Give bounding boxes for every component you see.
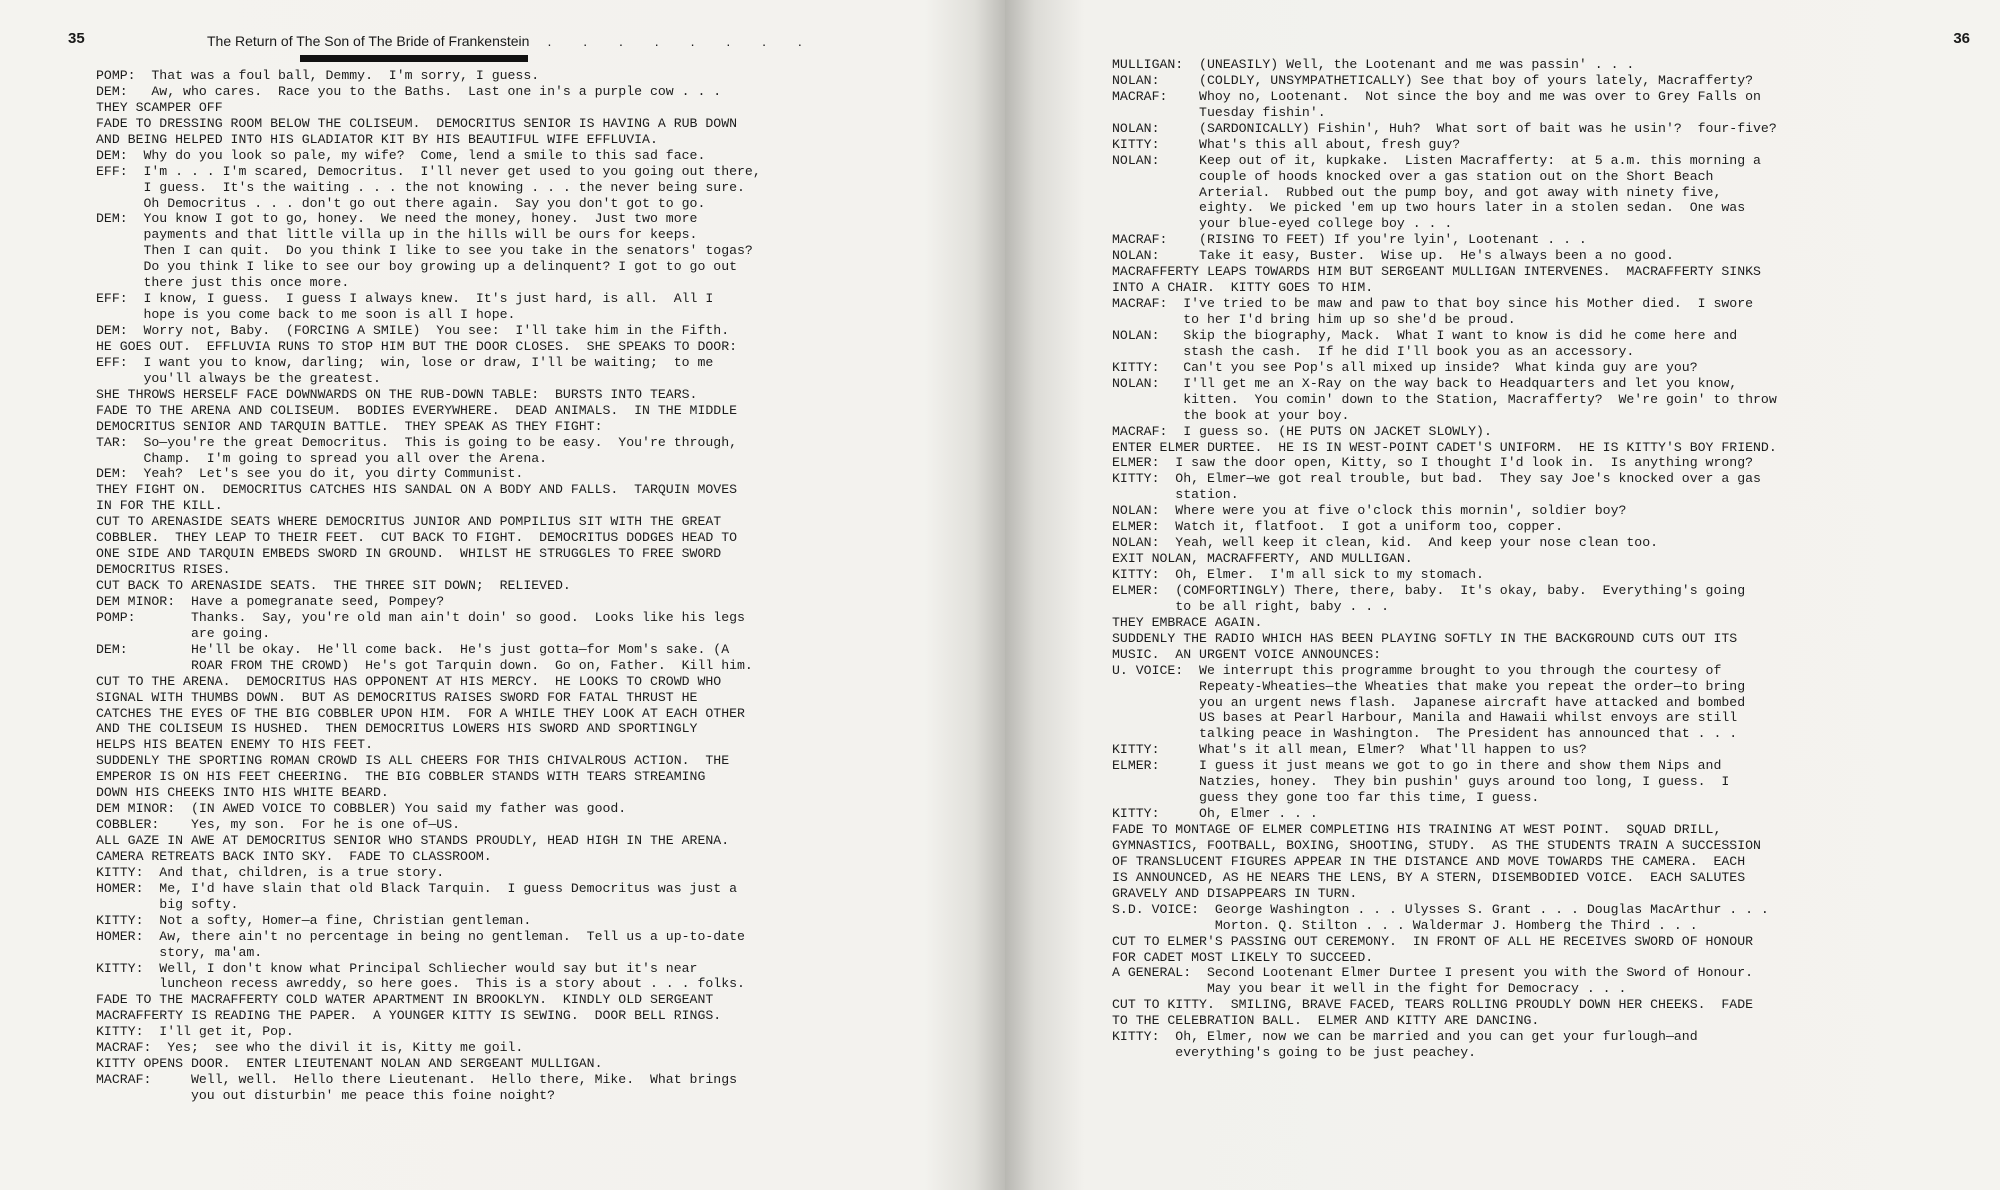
script-line: POMP: Thanks. Say, you're old man ain't doin' so good. Looks like his legs [96, 609, 745, 625]
script-line: IN FOR THE KILL. [96, 498, 223, 514]
script-line: Natzies, honey. They bin pushin' guys around too long, I guess. I [1112, 774, 1730, 790]
script-line: DEM: He'll be okay. He'll come back. He's just gotta—for Mom's sake. (A [96, 641, 730, 657]
script-line: KITTY: Oh, Elmer—we got real trouble, but bad. They say Joe's knocked over a gas [1112, 471, 1761, 487]
script-line: CUT TO ELMER'S PASSING OUT CEREMONY. IN FRONT OF ALL HE RECEIVES SWORD OF HONOUR [1112, 933, 1754, 949]
script-line: SUDDENLY THE SPORTING ROMAN CROWD IS ALL CHEERS FOR THIS CHIVALROUS ACTION. THE [96, 753, 730, 769]
script-line: you'll always be the greatest. [96, 370, 381, 386]
script-line: CUT TO ARENASIDE SEATS WHERE DEMOCRITUS JUNIOR AND POMPILIUS SIT WITH THE GREAT [96, 514, 722, 530]
script-line: KITTY: Oh, Elmer. I'm all sick to my stomach. [1112, 567, 1484, 582]
script-line: stash the cash. If he did I'll book you as an accessory. [1112, 343, 1635, 359]
script-line: COBBLER. THEY LEAP TO THEIR FEET. CUT BACK TO FIGHT. DEMOCRITUS DODGES HEAD TO [96, 530, 738, 546]
script-line: DEM MINOR: Have a pomegranate seed, Pompey? [96, 593, 445, 609]
script-line: your blue-eyed college boy . . . [1112, 216, 1453, 232]
script-line: KITTY: I'll get it, Pop. [96, 1024, 294, 1040]
script-line: COBBLER: Yes, my son. For he is one of—US. [96, 817, 461, 833]
script-line: are going. [96, 625, 271, 641]
script-line: MACRAF: I've tried to be maw and paw to that boy since his Mother died. I swore [1112, 296, 1754, 312]
script-line: NOLAN: (SARDONICALLY) Fishin', Huh? What sort of bait was he usin'? four-five? [1112, 120, 1777, 136]
script-line: you an urgent news flash. Japanese aircraft have attacked and bombed [1112, 694, 1746, 710]
script-line: AND THE COLISEUM IS HUSHED. THEN DEMOCRITUS LOWERS HIS SWORD AND SPORTINGLY [96, 721, 698, 737]
script-line: MUSIC. AN URGENT VOICE ANNOUNCES: [1112, 646, 1382, 662]
script-line: POMP: That was a foul ball, Demmy. I'm sorry, I guess. [96, 68, 540, 83]
script-line: MACRAFFERTY IS READING THE PAPER. A YOUNGER KITTY IS SEWING. DOOR BELL RINGS. [96, 1008, 722, 1024]
script-line: KITTY: Oh, Elmer, now we can be married and you can get your furlough—and [1112, 1029, 1698, 1045]
script-line: NOLAN: I'll get me an X-Ray on the way back to Headquarters and let you know, [1112, 375, 1738, 391]
script-line: FADE TO MONTAGE OF ELMER COMPLETING HIS TRAINING AT WEST POINT. SQUAD DRILL, [1112, 822, 1722, 837]
script-line: A GENERAL: Second Lootenant Elmer Durtee I present you with the Sword of Honour. [1112, 965, 1754, 981]
script-line: DEM: You know I got to go, honey. We need the money, honey. Just two more [96, 211, 698, 227]
script-line: DEMOCRITUS SENIOR AND TARQUIN BATTLE. THEY SPEAK AS THEY FIGHT: [96, 418, 603, 434]
script-line: EFF: I want you to know, darling; win, lose or draw, I'll be waiting; to me [96, 354, 714, 370]
script-line: story, ma'am. [96, 944, 263, 960]
script-line: the book at your boy. [1112, 407, 1350, 423]
right-page-number: 36 [1953, 30, 1970, 47]
script-line: TAR: So—you're the great Democritus. This is going to be easy. You're through, [96, 434, 738, 450]
script-line: couple of hoods knocked over a gas station out on the Short Beach [1112, 168, 1714, 184]
script-line: Champ. I'm going to spread you all over the Arena. [96, 450, 548, 466]
script-line: Tuesday fishin'. [1112, 104, 1326, 120]
script-line: KITTY: Can't you see Pop's all mixed up inside? What kinda guy are you? [1112, 359, 1698, 375]
script-line: US bases at Pearl Harbour, Manila and Hawaii whilst envoys are still [1112, 710, 1738, 726]
script-line: KITTY: Oh, Elmer . . . [1112, 806, 1318, 822]
script-line: THEY EMBRACE AGAIN. [1112, 614, 1263, 630]
script-line: MACRAF: Whoy no, Lootenant. Not since the boy and me was over to Grey Falls on [1112, 88, 1761, 104]
script-line: KITTY: What's this all about, fresh guy? [1112, 136, 1461, 152]
script-line: talking peace in Washington. The President has announced that . . . [1112, 726, 1738, 742]
script-line: TO THE CELEBRATION BALL. ELMER AND KITTY ARE DANCING. [1112, 1013, 1540, 1029]
script-line: Oh Democritus . . . don't go out there again. Say you don't got to go. [96, 195, 706, 211]
running-head [207, 33, 816, 49]
script-line: CUT TO THE ARENA. DEMOCRITUS HAS OPPONENT AT HIS MERCY. HE LOOKS TO CROWD WHO [96, 673, 722, 689]
script-line: CATCHES THE EYES OF THE BIG COBBLER UPON HIM. FOR A WHILE THEY LOOK AT EACH OTHER [96, 705, 745, 721]
script-line: NOLAN: Where were you at five o'clock this mornin', soldier boy? [1112, 503, 1627, 519]
script-line: GRAVELY AND DISAPPEARS IN TURN. [1112, 885, 1358, 901]
running-head-dots: . . . . . . . . [547, 33, 816, 49]
script-line: hope is you come back to me soon is all I hope. [96, 307, 516, 323]
script-line: there just this once more. [96, 275, 350, 291]
script-line: FOR CADET MOST LIKELY TO SUCCEED. [1112, 949, 1374, 965]
script-line: MACRAF: Yes; see who the divil it is, Kitty me goil. [96, 1040, 524, 1056]
script-line: Repeaty-Wheaties—the Wheaties that make you repeat the order—to bring [1112, 678, 1746, 694]
script-line: FADE TO DRESSING ROOM BELOW THE COLISEUM. DEMOCRITUS SENIOR IS HAVING A RUB DOWN [96, 115, 738, 131]
script-line: EXIT NOLAN, MACRAFFERTY, AND MULLIGAN. [1112, 551, 1413, 567]
script-line: KITTY OPENS DOOR. ENTER LIEUTENANT NOLAN AND SERGEANT MULLIGAN. [96, 1056, 603, 1072]
script-line: MACRAFFERTY LEAPS TOWARDS HIM BUT SERGEANT MULLIGAN INTERVENES. MACRAFFERTY SINKS [1112, 264, 1761, 280]
script-line: CUT TO KITTY. SMILING, BRAVE FACED, TEARS ROLLING PROUDLY DOWN HER CHEEKS. FADE [1112, 997, 1754, 1013]
script-line: DOWN HIS CHEEKS INTO HIS WHITE BEARD. [96, 785, 389, 801]
script-line: DEM: Yeah? Let's see you do it, you dirty Communist. [96, 466, 524, 482]
script-line: ALL GAZE IN AWE AT DEMOCRITUS SENIOR WHO STANDS PROUDLY, HEAD HIGH IN THE ARENA. [96, 833, 730, 848]
script-line: THEY SCAMPER OFF [96, 99, 223, 115]
script-line: ELMER: I guess it just means we got to go in there and show them Nips and [1112, 758, 1722, 774]
script-line: to be all right, baby . . . [1112, 598, 1389, 614]
script-line: DEM: Why do you look so pale, my wife? Come, lend a smile to this sad face. [96, 147, 706, 163]
script-line: ENTER ELMER DURTEE. HE IS IN WEST-POINT CADET'S UNIFORM. HE IS KITTY'S BOY FRIEND. [1112, 439, 1777, 455]
script-line: INTO A CHAIR. KITTY GOES TO HIM. [1112, 280, 1374, 296]
script-line: payments and that little villa up in the hills will be ours for keeps. [96, 227, 698, 243]
script-line: big softy. [96, 896, 239, 912]
left-script-text [96, 68, 761, 1104]
script-line: FADE TO THE MACRAFFERTY COLD WATER APARTMENT IN BROOKLYN. KINDLY OLD SERGEANT [96, 992, 714, 1008]
script-line: you out disturbin' me peace this foine noight? [96, 1088, 555, 1103]
script-line: NOLAN: (COLDLY, UNSYMPATHETICALLY) See that boy of yours lately, Macrafferty? [1112, 72, 1754, 88]
script-line: KITTY: And that, children, is a true story. [96, 864, 445, 880]
script-line: guess they gone too far this time, I guess. [1112, 790, 1540, 806]
script-line: DEMOCRITUS RISES. [96, 562, 231, 578]
script-line: DEM: Worry not, Baby. (FORCING A SMILE) You see: I'll take him in the Fifth. [96, 323, 730, 338]
script-line: IS ANNOUNCED, AS HE NEARS THE LENS, BY A STERN, DISEMBODIED VOICE. EACH SALUTES [1112, 869, 1746, 885]
script-line: Morton. Q. Stilton . . . Waldermar J. Homberg the Third . . . [1112, 917, 1698, 933]
right-page [1005, 0, 2000, 1190]
script-line: SHE THROWS HERSELF FACE DOWNWARDS ON THE RUB-DOWN TABLE: BURSTS INTO TEARS. [96, 386, 698, 402]
script-line: MACRAF: (RISING TO FEET) If you're lyin', Lootenant . . . [1112, 232, 1587, 248]
script-line: DEM MINOR: (IN AWED VOICE TO COBBLER) You said my father was good. [96, 801, 627, 817]
script-line: ELMER: (COMFORTINGLY) There, there, baby. It's okay, baby. Everything's going [1112, 582, 1746, 598]
script-line: KITTY: Not a softy, Homer—a fine, Christian gentleman. [96, 912, 532, 928]
running-head-title: The Return of The Son of The Bride of Frankenstein [207, 33, 530, 49]
script-line: ELMER: I saw the door open, Kitty, so I thought I'd look in. Is anything wrong? [1112, 455, 1754, 471]
script-line: THEY FIGHT ON. DEMOCRITUS CATCHES HIS SANDAL ON A BODY AND FALLS. TARQUIN MOVES [96, 482, 738, 498]
script-line: SIGNAL WITH THUMBS DOWN. BUT AS DEMOCRITUS RAISES SWORD FOR FATAL THRUST HE [96, 689, 698, 705]
script-line: HOMER: Me, I'd have slain that old Black Tarquin. I guess Democritus was just a [96, 880, 738, 896]
script-line: May you bear it well in the fight for Democracy . . . [1112, 981, 1627, 997]
script-line: EFF: I know, I guess. I guess I always knew. It's just hard, is all. All I [96, 291, 714, 307]
script-line: OF TRANSLUCENT FIGURES APPEAR IN THE DISTANCE AND MOVE TOWARDS THE CAMERA. EACH [1112, 853, 1746, 869]
script-line: Do you think I like to see our boy growing up a delinquent? I got to go out [96, 259, 738, 275]
script-line: Arterial. Rubbed out the pump boy, and got away with ninety five, [1112, 184, 1722, 200]
script-line: ROAR FROM THE CROWD) He's got Tarquin down. Go on, Father. Kill him. [96, 657, 753, 673]
script-line: KITTY: What's it all mean, Elmer? What'll happen to us? [1112, 742, 1587, 758]
script-line: EFF: I'm . . . I'm scared, Democritus. I'll never get used to you going out there, [96, 163, 761, 179]
script-line: EMPEROR IS ON HIS FEET CHEERING. THE BIG COBBLER STANDS WITH TEARS STREAMING [96, 769, 706, 785]
left-page-number: 35 [68, 30, 85, 47]
script-line: Then I can quit. Do you think I like to see you take in the senators' togas? [96, 243, 753, 259]
script-line: ELMER: Watch it, flatfoot. I got a uniform too, copper. [1112, 519, 1564, 535]
script-line: NOLAN: Yeah, well keep it clean, kid. And keep your nose clean too. [1112, 535, 1659, 551]
script-line: eighty. We picked 'em up two hours later in a stolen sedan. One was [1112, 200, 1746, 216]
title-underline-bar [300, 55, 528, 62]
script-line: KITTY: Well, I don't know what Principal Schliecher would say but it's near [96, 960, 698, 976]
script-line: SUDDENLY THE RADIO WHICH HAS BEEN PLAYING SOFTLY IN THE BACKGROUND CUTS OUT ITS [1112, 630, 1738, 646]
script-line: MACRAF: Well, well. Hello there Lieutenant. Hello there, Mike. What brings [96, 1072, 738, 1088]
script-line: FADE TO THE ARENA AND COLISEUM. BODIES EVERYWHERE. DEAD ANIMALS. IN THE MIDDLE [96, 402, 738, 418]
script-line: MACRAF: I guess so. (HE PUTS ON JACKET SLOWLY). [1112, 423, 1492, 439]
script-line: NOLAN: Take it easy, Buster. Wise up. He's always been a no good. [1112, 248, 1674, 264]
script-line: DEM: Aw, who cares. Race you to the Baths. Last one in's a purple cow . . . [96, 83, 722, 99]
script-line: I guess. It's the waiting . . . the not knowing . . . the never being sure. [96, 179, 745, 195]
script-line: NOLAN: Skip the biography, Mack. What I want to know is did he come here and [1112, 327, 1738, 343]
script-line: U. VOICE: We interrupt this programme brought to you through the courtesy of [1112, 662, 1722, 678]
script-line: GYMNASTICS, FOOTBALL, BOXING, SHOOTING, STUDY. AS THE STUDENTS TRAIN A SUCCESSION [1112, 837, 1761, 853]
script-line: to her I'd bring him up so she'd be proud. [1112, 312, 1516, 327]
script-line: CUT BACK TO ARENASIDE SEATS. THE THREE SIT DOWN; RELIEVED. [96, 578, 571, 593]
script-line: HE GOES OUT. EFFLUVIA RUNS TO STOP HIM BUT THE DOOR CLOSES. SHE SPEAKS TO DOOR: [96, 338, 738, 354]
script-line: AND BEING HELPED INTO HIS GLADIATOR KIT BY HIS BEAUTIFUL WIFE EFFLUVIA. [96, 131, 658, 147]
script-line: ONE SIDE AND TARQUIN EMBEDS SWORD IN GROUND. WHILST HE STRUGGLES TO FREE SWORD [96, 546, 722, 562]
script-line: kitten. You comin' down to the Station, Macrafferty? We're goin' to throw [1112, 391, 1777, 407]
script-line: luncheon recess awreddy, so here goes. This is a story about . . . folks. [96, 976, 745, 992]
script-line: MULLIGAN: (UNEASILY) Well, the Lootenant and me was passin' . . . [1112, 57, 1635, 72]
script-line: HOMER: Aw, there ain't no percentage in being no gentleman. Tell us a up-to-date [96, 928, 745, 944]
script-line: station. [1112, 487, 1239, 503]
script-line: NOLAN: Keep out of it, kupkake. Listen Macrafferty: at 5 a.m. this morning a [1112, 152, 1761, 168]
right-script-text [1112, 57, 1777, 1061]
script-line: HELPS HIS BEATEN ENEMY TO HIS FEET. [96, 737, 373, 753]
script-line: S.D. VOICE: George Washington . . . Ulysses S. Grant . . . Douglas MacArthur . . . [1112, 901, 1769, 917]
script-line: everything's going to be just peachey. [1112, 1045, 1477, 1061]
script-line: CAMERA RETREATS BACK INTO SKY. FADE TO CLASSROOM. [96, 848, 492, 864]
